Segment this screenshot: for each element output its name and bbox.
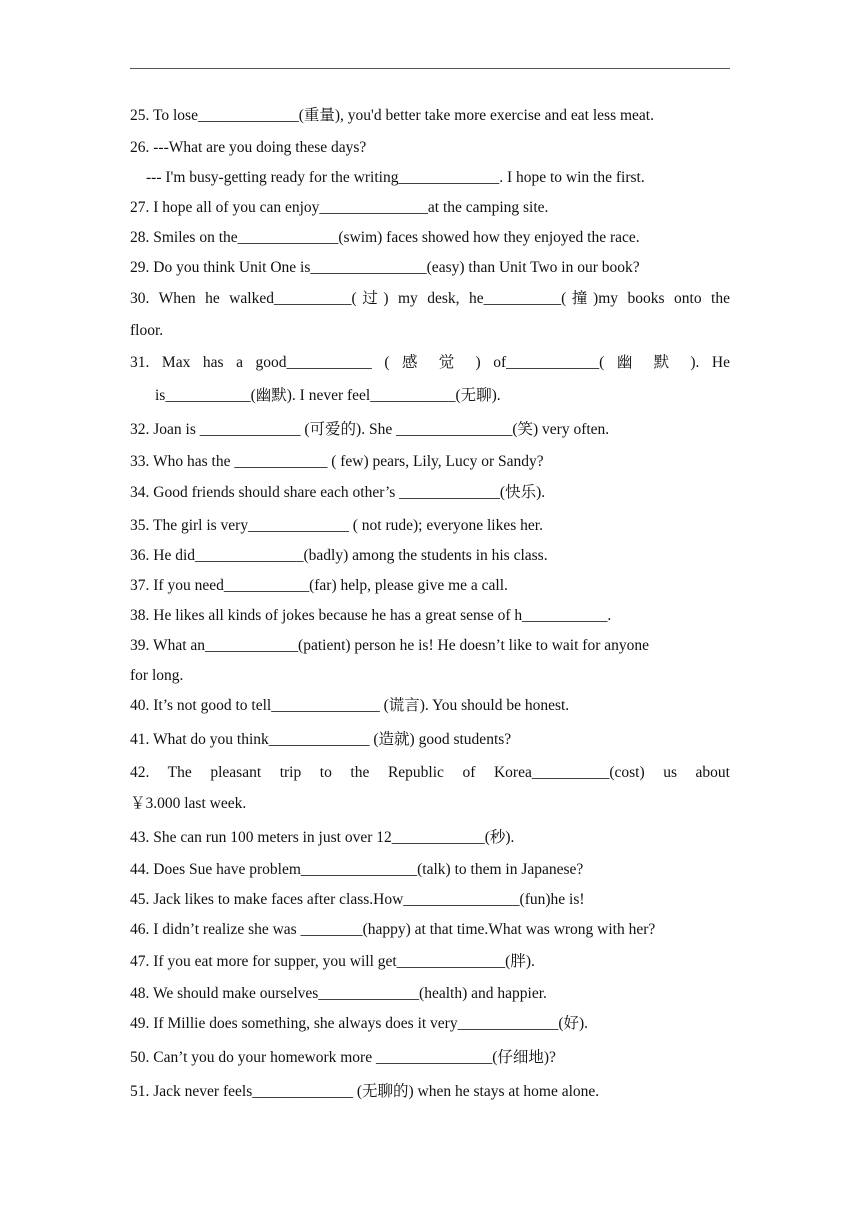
question-30-cont: floor. [130,322,164,339]
question-42-cont: ￥3.000 last week. [130,795,247,812]
question-26-answer: --- I'm busy-getting ready for the writing_____________. I hope to win the first. [146,169,645,186]
question-39: 39. What an____________(patient) person he is! He doesn’t like to wait for anyone [130,637,649,654]
question-37: 37. If you need___________(far) help, please give me a call. [130,577,508,594]
question-43: 43. She can run 100 meters in just over 12____________(秒). [130,829,515,846]
question-29: 29. Do you think Unit One is_______________(easy) than Unit Two in our book? [130,259,640,276]
question-48: 48. We should make ourselves_____________(health) and happier. [130,985,547,1002]
question-25: 25. To lose_____________(重量), you'd better take more exercise and eat less meat. [130,107,654,124]
question-35: 35. The girl is very_____________ ( not rude); everyone likes her. [130,517,543,534]
question-31-cont: is___________(幽默). I never feel___________(无聊). [155,387,501,404]
question-47: 47. If you eat more for supper, you will get______________(胖). [130,953,535,970]
question-34: 34. Good friends should share each other’s _____________(快乐). [130,484,546,501]
question-31: 31. Max has a good___________ ( 感 觉 ) of____________( 幽 默 ). He [130,354,730,371]
question-32: 32. Joan is _____________ (可爱的). She _______________(笑) very often. [130,421,610,438]
question-38: 38. He likes all kinds of jokes because he has a great sense of h___________. [130,607,612,624]
question-46: 46. I didn’t realize she was ________(happy) at that time.What was wrong with her? [130,921,656,938]
question-40: 40. It’s not good to tell______________ (谎言). You should be honest. [130,697,570,714]
question-30: 30. When he walked__________(过) my desk, he__________(撞)my books onto the [130,290,730,307]
question-44: 44. Does Sue have problem_______________(talk) to them in Japanese? [130,861,584,878]
question-41: 41. What do you think_____________ (造就) good students? [130,731,512,748]
header-rule [130,68,730,69]
question-42: 42. The pleasant trip to the Republic of Korea__________(cost) us about [130,764,730,781]
question-39-cont: for long. [130,667,184,684]
question-51: 51. Jack never feels_____________ (无聊的) when he stays at home alone. [130,1083,600,1100]
question-50: 50. Can’t you do your homework more _______________(仔细地)? [130,1049,556,1066]
question-33: 33. Who has the ____________ ( few) pears, Lily, Lucy or Sandy? [130,453,544,470]
question-26: 26. ---What are you doing these days? [130,139,367,156]
question-45: 45. Jack likes to make faces after class.How_______________(fun)he is! [130,891,585,908]
question-27: 27. I hope all of you can enjoy______________at the camping site. [130,199,549,216]
question-28: 28. Smiles on the_____________(swim) faces showed how they enjoyed the race. [130,229,640,246]
question-49: 49. If Millie does something, she always does it very_____________(好). [130,1015,589,1032]
question-36: 36. He did______________(badly) among the students in his class. [130,547,548,564]
